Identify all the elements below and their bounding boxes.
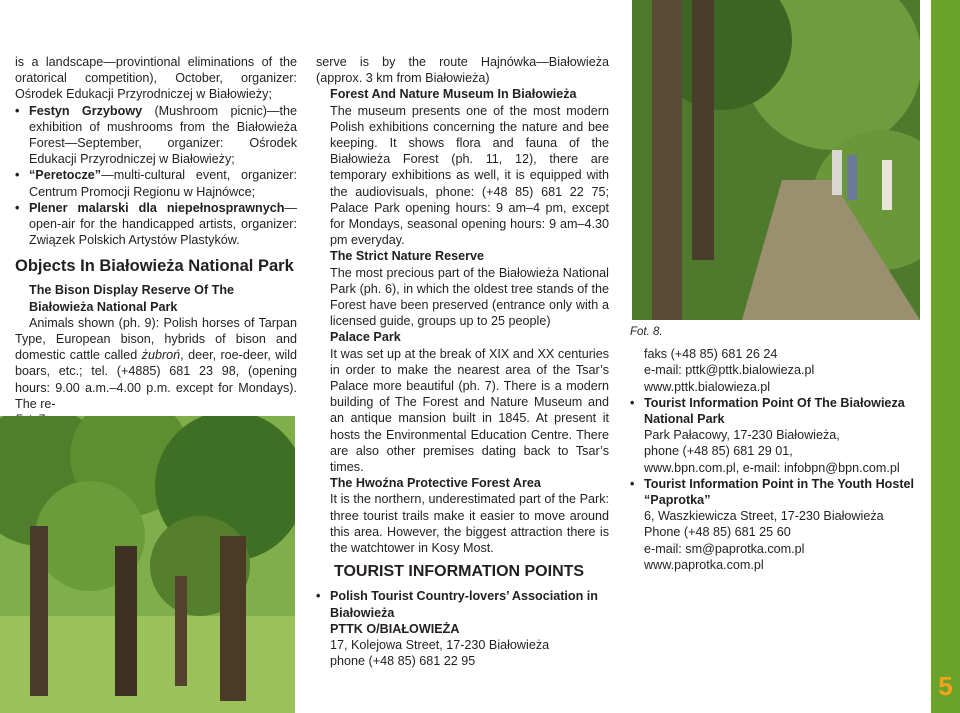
event-bullet xyxy=(15,103,297,168)
event-bullet xyxy=(15,167,297,199)
point-line: Park Pałacowy, 17-230 Białowieża, xyxy=(644,428,840,443)
section-heading: The Strict Nature Reserve xyxy=(330,249,484,264)
photo-caption: Fot. 8. xyxy=(630,326,663,338)
event-text: (Mushroom picnic)—the exhibition of mushrooms from the Białowieża Forest—September, organizer: Ośrodek Edukacji Przyrodniczej w Białowieży; xyxy=(29,103,297,167)
point-line: Phone (+48 85) 681 25 60 xyxy=(644,525,791,540)
point-line: 6, Waszkiewicza Street, 17-230 Białowieża xyxy=(644,509,884,524)
pttk-line: e-mail: pttk@pttk.bialowieza.pl xyxy=(644,363,815,378)
section-text: It is the northern, underestimated part of the Park: three tourist trails make it easier to move around this area. However, the biggest attraction there is the watchtower in Kosy Most. xyxy=(330,492,609,556)
bullet-icon: • xyxy=(316,589,321,604)
bullet-icon: • xyxy=(15,200,20,215)
section-text: It was set up at the break of XIX and XX centuries in order to make the nearest area of the Tsar’s Palace more beautiful (ph. 7). There is a modern building of The Forest and Nature Museum and an antique mansion built in 1845. At present it hosts the Environmental Education Centre. There are also other premises dating back to Tsar’s times. xyxy=(330,346,609,475)
bison-heading: The Bison Display Reserve Of The Białowieża National Park xyxy=(29,283,235,314)
tourist-point-bullet xyxy=(316,588,609,669)
pttk-line: www.pttk.bialowieza.pl xyxy=(644,379,770,394)
event-name: Plener malarski dla niepełnosprawnych xyxy=(29,200,285,215)
pttk-line: faks (+48 85) 681 26 24 xyxy=(644,347,778,362)
section-text: The most precious part of the Białowieża National Park (ph. 6), in which the oldest tree stands of the Forest have been preserved (entrance only with a licensed guide, groups up to 25 people) xyxy=(330,265,609,329)
section-heading: The Hwoźna Protective Forest Area xyxy=(330,476,541,491)
section-heading: Forest And Nature Museum In Białowieża xyxy=(330,87,577,102)
event-text: — open-air for the handicapped artists, organizer: Związek Polskich Artystów Plastyków. xyxy=(29,200,297,248)
event-text: —multi-cultural event, organizer: Centrum Promocji Regionu w Hajnówce; xyxy=(29,168,297,199)
point-line: phone (+48 85) 681 22 95 xyxy=(330,654,476,669)
point-line: www.bpn.com.pl, e-mail: infobpn@bpn.com.pl xyxy=(644,460,900,475)
bullet-icon: • xyxy=(15,103,20,118)
point-name: Tourist Information Point Of The Białowieza National Park xyxy=(644,395,905,427)
point-line: 17, Kolejowa Street, 17-230 Białowieża xyxy=(330,637,550,652)
section-text: The museum presents one of the most modern Polish exhibitions concerning the nature and bee keeping. It shows flora and fauna of the Białowieża Forest (ph. 11, 12), there are temporary exhibitions as well, it is equipped with the audiovisuals, phone: (+48 85) 681 22 75; Palace Park opening hours: 9 am–4 pm, except for Mondays, seasonal opening hours: 9 am–4.30 pm everyday. xyxy=(330,103,609,248)
section-heading: Palace Park xyxy=(330,330,401,345)
tourist-point-bullet xyxy=(630,476,926,573)
park-trees-photo xyxy=(0,416,295,713)
intro-paragraph: is a landscape—provintional eliminations of the oratorical competition), October, organizer: Ośrodek Edukacji Przyrodniczej w Białowieży; xyxy=(15,55,297,102)
intro-paragraph: serve is by the route Hajnówka—Białowieża (approx. 3 km from Białowieża) xyxy=(316,55,609,86)
page-number: 5 xyxy=(938,671,953,701)
forest-path-photo xyxy=(632,0,920,320)
bullet-icon: • xyxy=(630,395,635,410)
event-name: Festyn Grzybowy xyxy=(29,103,143,118)
column-right xyxy=(630,324,926,573)
tourist-info-title: TOURIST INFORMATION POINTS xyxy=(334,563,585,581)
column-left xyxy=(15,54,297,428)
section-title: Objects In Białowieża National Park xyxy=(15,257,294,276)
bison-paragraph: Animals shown (ph. 9): Polish horses of Tarpan Type, European bison, hybrids of bison and domestic cattle called żubroń, deer, roe-deer, wild boars, etc.; tel. (+4885) 681 23 98, (opening hours: 9.00 a.m.–4.00 p.m. except for Mondays). The re- xyxy=(15,315,297,411)
bullet-icon: • xyxy=(15,168,20,183)
page-accent-bar xyxy=(931,0,960,713)
tourist-point-bullet xyxy=(630,395,926,476)
bullet-icon: • xyxy=(630,476,635,491)
point-line: www.paprotka.com.pl xyxy=(644,557,764,572)
event-bullet xyxy=(15,200,297,249)
point-line: e-mail: sm@paprotka.com.pl xyxy=(644,541,805,556)
column-middle xyxy=(316,54,609,669)
point-subtitle: PTTK O/BIAŁOWIEŻA xyxy=(330,621,460,636)
point-line: phone (+48 85) 681 29 01, xyxy=(644,444,793,459)
point-name: Tourist Information Point in The Youth Hostel “Paprotka” xyxy=(644,476,915,508)
point-name: Polish Tourist Country-lovers’ Association in Białowieża xyxy=(330,589,599,620)
event-name: “Peretocze” xyxy=(29,168,102,183)
